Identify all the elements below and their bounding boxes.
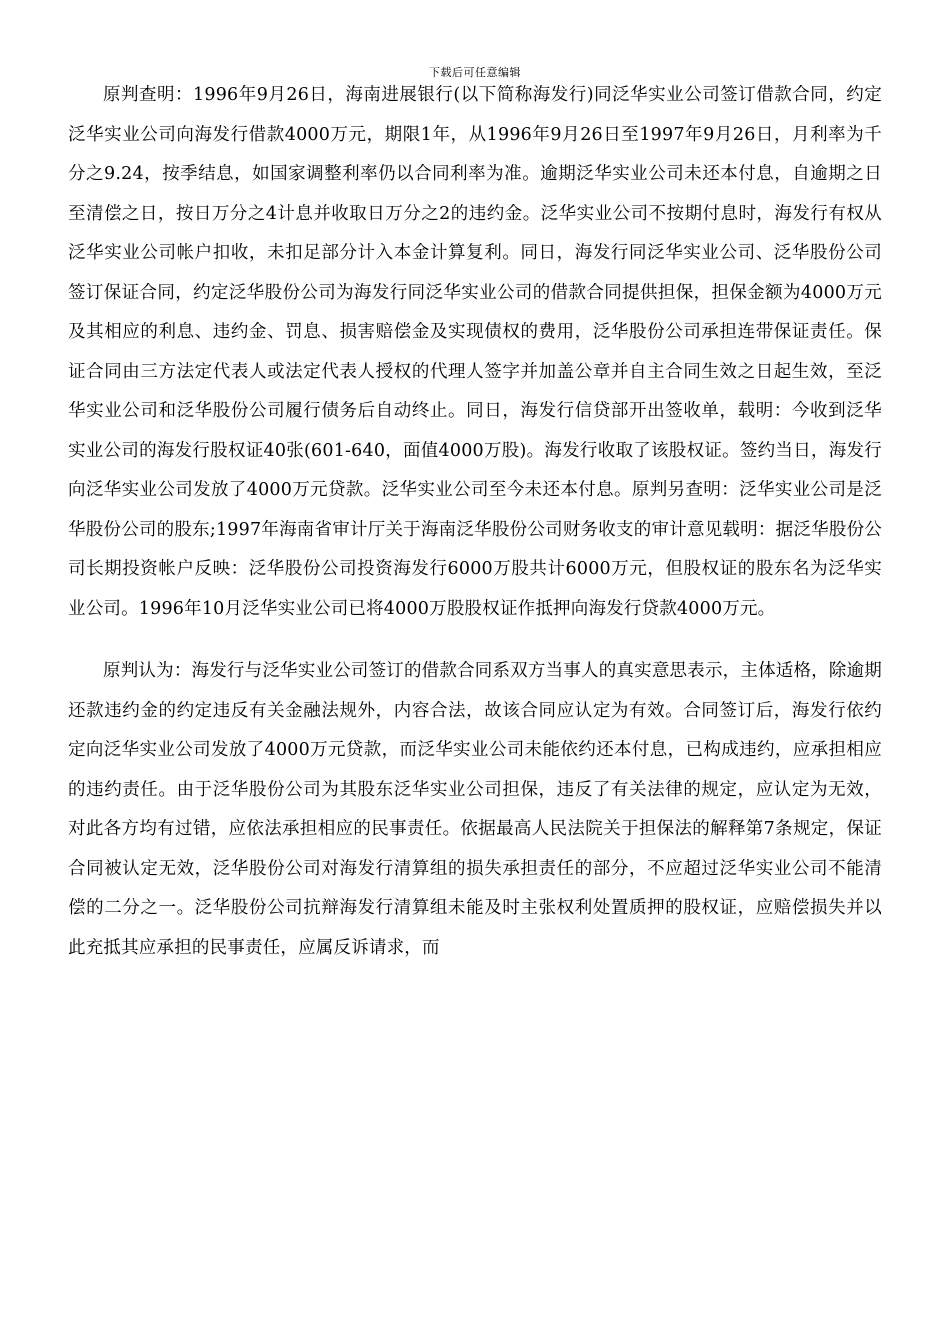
- header-note: 下载后可任意编辑: [429, 66, 521, 79]
- paragraph-judgment: 原判认为：海发行与泛华实业公司签订的借款合同系双方当事人的真实意思表示，主体适格，除逾期还款违约金的约定违反有关金融法规外，内容合法，故该合同应认定为有效。合同签订后，海发行依约定向泛华实业公司发放了4000万元贷款，而泛华实业公司未能依约还本付息，已构成违约，应承担相应的违约责任。由于泛华股份公司为其股东泛华实业公司担保，违反了有关法律的规定，应认定为无效，对此各方均有过错，应依法承担相应的民事责任。依据最高人民法院关于担保法的解释第7条规定，保证合同被认定无效，泛华股份公司对海发行清算组的损失承担责任的部分，不应超过泛华实业公司不能清偿的二分之一。泛华股份公司抗辩海发行清算组未能及时主张权利处置质押的股权证，应赔偿损失并以此充抵其应承担的民事责任，应属反诉请求，而: [68, 661, 882, 958]
- paragraph-findings: 原判查明：1996年9月26日，海南进展银行(以下简称海发行)同泛华实业公司签订借款合同，约定泛华实业公司向海发行借款4000万元，期限1年，从1996年9月26日至1997年9月26日，月利率为千分之9.24，按季结息，如国家调整利率仍以合同利率为准。逾期泛华实业公司未还本付息，自逾期之日至清偿之日，按日万分之4计息并收取日万分之2的违约金。泛华实业公司不按期付息时，海发行有权从泛华实业公司帐户扣收，未扣足部分计入本金计算复利。同日，海发行同泛华实业公司、泛华股份公司签订保证合同，约定泛华股份公司为海发行同泛华实业公司的借款合同提供担保，担保金额为4000万元及其相应的利息、违约金、罚息、损害赔偿金及实现债权的费用，泛华股份公司承担连带保证责任。保证合同由三方法定代表人或法定代表人授权的代理人签字并加盖公章并自主合同生效之日起生效，至泛华实业公司和泛华股份公司履行债务后自动终止。同日，海发行信贷部开出签收单，载明：今收到泛华实业公司的海发行股权证40张(601-640，面值4000万股)。海发行收取了该股权证。签约当日，海发行向泛华实业公司发放了4000万元贷款。泛华实业公司至今未还本付息。原判另查明：泛华实业公司是泛华股份公司的股东;1997年海南省审计厅关于海南泛华股份公司财务收支的审计意见载明：据泛华股份公司长期投资帐户反映：泛华股份公司投资海发行6000万股共计6000万元，但股权证的股东名为泛华实业公司。1996年10月泛华实业公司已将4000万股股权证作抵押向海发行贷款4000万元。: [68, 85, 882, 619]
- document-body: [68, 76, 882, 968]
